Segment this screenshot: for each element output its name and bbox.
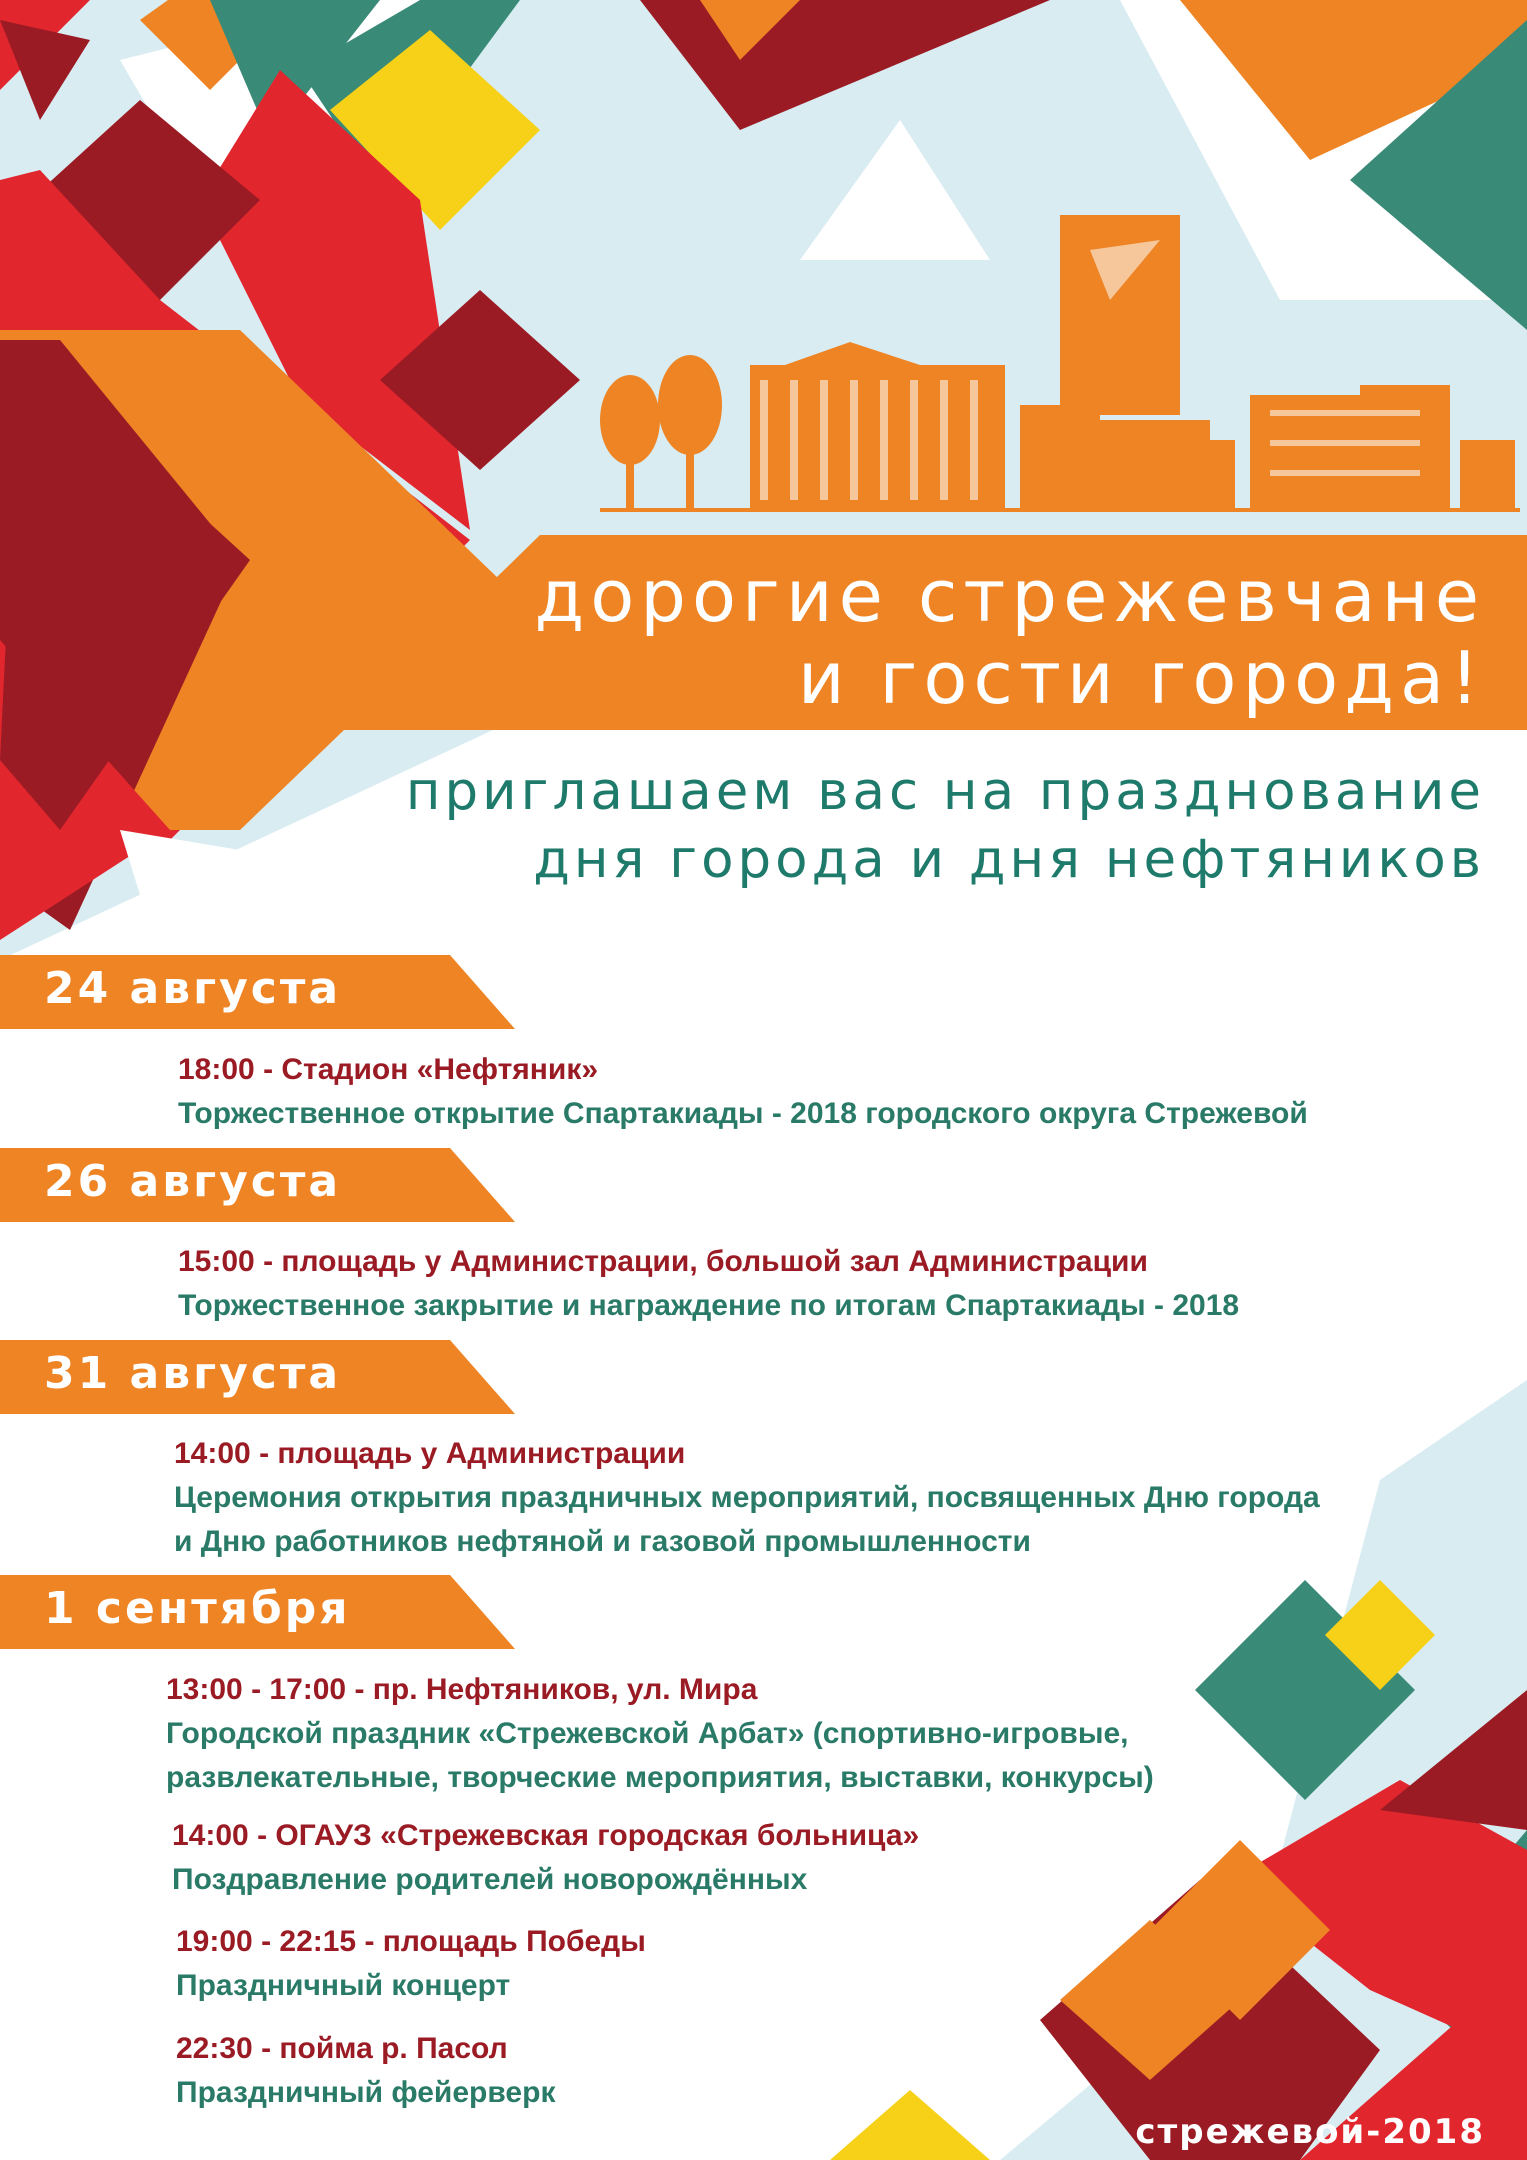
date-banner — [0, 1340, 515, 1414]
invitation-text — [406, 758, 1485, 894]
event — [178, 1240, 1239, 1328]
event — [176, 1920, 646, 2008]
event-description: Церемония открытия праздничных мероприятий, посвященных Дню города — [174, 1481, 1320, 1514]
headline-line-1: дорогие стрежевчане — [534, 554, 1485, 638]
headline-line-2: и гости города! — [797, 636, 1485, 720]
date-label: 31 августа — [44, 1348, 342, 1399]
date-label: 26 августа — [44, 1156, 342, 1207]
event-description: Городской праздник «Стрежевской Арбат» (спортивно-игровые, — [166, 1717, 1129, 1750]
event — [166, 1668, 1154, 1800]
event-description: Поздравление родителей новорождённых — [172, 1863, 808, 1896]
brand-footer: стрежевой-2018 — [1135, 2112, 1485, 2152]
event — [174, 1432, 1320, 1564]
date-banner — [0, 1575, 515, 1649]
event-time-place: 13:00 - 17:00 - пр. Нефтяников, ул. Мира — [166, 1673, 758, 1706]
date-label: 24 августа — [44, 963, 342, 1014]
event — [176, 2027, 555, 2115]
event-time-place: 15:00 - площадь у Администрации, большой зал Администрации — [178, 1245, 1148, 1278]
event-time-place: 14:00 - ОГАУЗ «Стрежевская городская больница» — [172, 1819, 920, 1852]
date-banner — [0, 955, 515, 1029]
event-description: и Дню работников нефтяной и газовой промышленности — [174, 1525, 1031, 1558]
event — [172, 1814, 919, 1902]
event-description: Торжественное закрытие и награждение по итогам Спартакиады - 2018 — [178, 1289, 1240, 1322]
headline — [340, 535, 1527, 730]
event-description: развлекательные, творческие мероприятия, выставки, конкурсы) — [166, 1761, 1154, 1794]
event-time-place: 14:00 - площадь у Администрации — [174, 1437, 686, 1470]
event-description: Праздничный фейерверк — [176, 2076, 556, 2109]
date-label: 1 сентября — [44, 1583, 351, 1634]
event-time-place: 19:00 - 22:15 - площадь Победы — [176, 1925, 646, 1958]
event — [178, 1048, 1308, 1136]
invitation-line-2: дня города и дня нефтяников — [533, 829, 1485, 890]
event-description: Праздничный концерт — [176, 1969, 511, 2002]
event-description: Торжественное открытие Спартакиады - 2018 городского округа Стрежевой — [178, 1097, 1308, 1130]
event-time-place: 22:30 - пойма р. Пасол — [176, 2032, 508, 2065]
invitation-line-1: приглашаем вас на празднование — [405, 761, 1485, 822]
date-banner — [0, 1148, 515, 1222]
event-time-place: 18:00 - Стадион «Нефтяник» — [178, 1053, 599, 1086]
